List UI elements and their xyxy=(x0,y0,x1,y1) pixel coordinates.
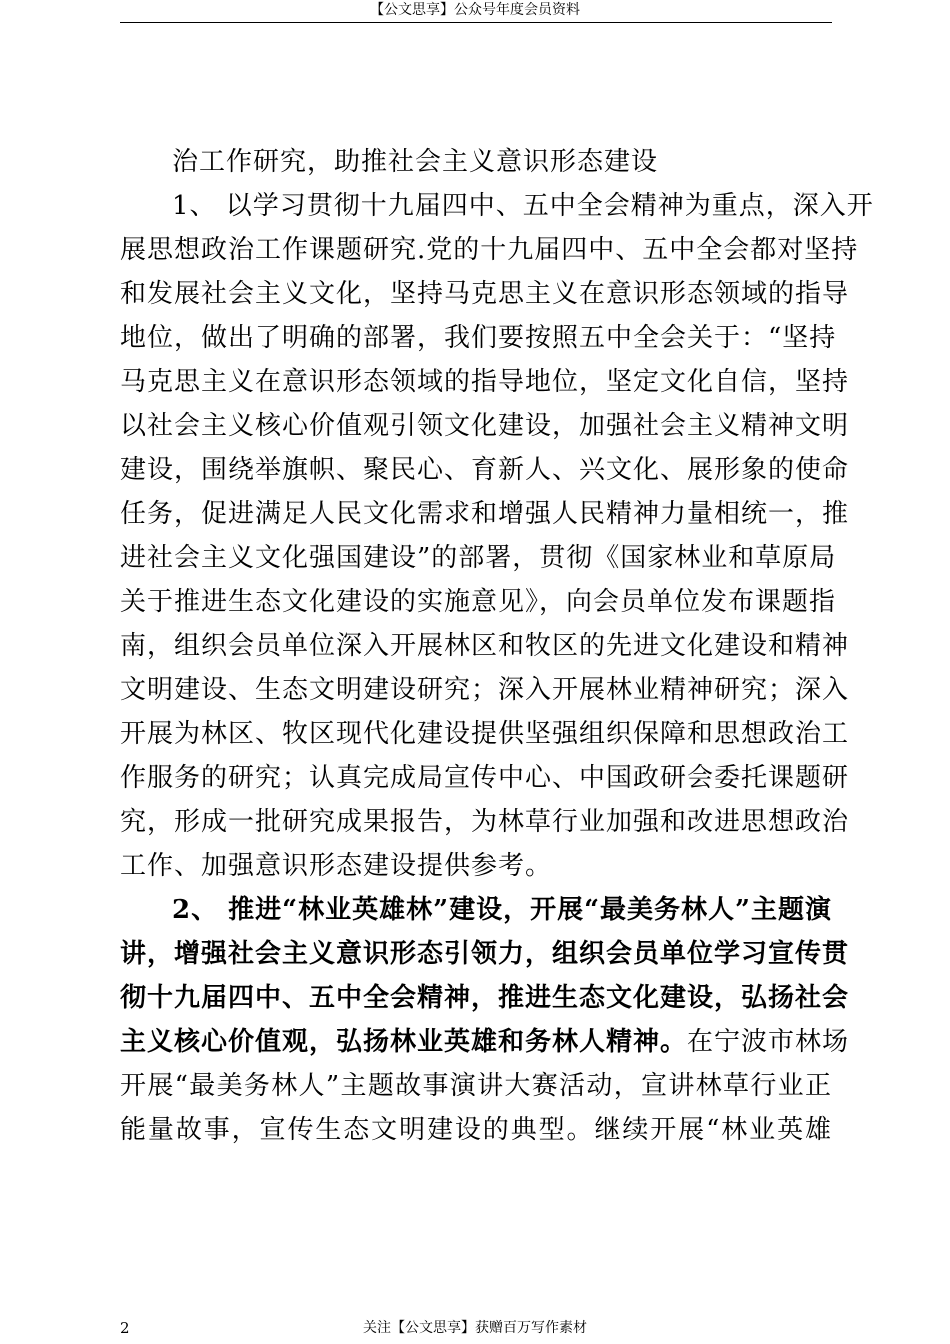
body-line: 开展为林区、牧区现代化建设提供坚强组织保障和思想政治工 xyxy=(120,719,850,749)
page-header: 【公文思享】公众号年度会员资料 xyxy=(370,2,580,18)
body-line: 关于推进生态文化建设的实施意见》，向会员单位发布课题指 xyxy=(120,587,837,617)
body-line: 地位，做出了明确的部署，我们要按照五中全会关于：“坚持 xyxy=(120,323,837,353)
body-line-bold: 讲，增强社会主义意识形态引领力，组织会员单位学习宣传贯 xyxy=(120,939,850,969)
body-line: 作服务的研究；认真完成局宣传中心、中国政研会委托课题研 xyxy=(120,763,850,793)
body-line: 建设，围绕举旗帜、聚民心、育新人、兴文化、展形象的使命 xyxy=(120,455,850,485)
body-line: 1、 以学习贯彻十九届四中、五中全会精神为重点，深入开 xyxy=(172,191,874,221)
normal-run: 在宁波市林场 xyxy=(687,1027,850,1057)
body-line-bold: 2、 推进“林业英雄林”建设，开展“最美务林人”主题演 xyxy=(172,895,832,925)
body-line: 以社会主义核心价值观引领文化建设，加强社会主义精神文明 xyxy=(120,411,850,441)
body-line: 进社会主义文化强国建设”的部署，贯彻《国家林业和草原局 xyxy=(120,543,837,573)
document-body xyxy=(120,140,874,1152)
body-line-bold: 彻十九届四中、五中全会精神，推进生态文化建设，弘扬社会 xyxy=(120,983,850,1013)
body-line: 任务，促进满足人民文化需求和增强人民精神力量相统一，推 xyxy=(120,499,850,529)
body-line: 马克思主义在意识形态领域的指导地位，坚定文化自信，坚持 xyxy=(120,367,850,397)
body-line: 工作、加强意识形态建设提供参考。 xyxy=(120,851,553,881)
body-line: 南，组织会员单位深入开展林区和牧区的先进文化建设和精神 xyxy=(120,631,850,661)
bold-run: 主义核心价值观，弘扬林业英雄和务林人精神。 xyxy=(120,1027,688,1057)
body-line: 究，形成一批研究成果报告，为林草行业加强和改进思想政治 xyxy=(120,807,850,837)
body-line: 和发展社会主义文化，坚持马克思主义在意识形态领域的指导 xyxy=(120,279,850,309)
body-line: 开展“最美务林人”主题故事演讲大赛活动，宣讲林草行业正 xyxy=(120,1071,832,1101)
page-footer: 关注【公文思享】获赠百万写作素材 xyxy=(363,1320,587,1336)
header-rule xyxy=(120,22,832,23)
body-line-mixed xyxy=(120,1020,850,1064)
body-line: 治工作研究，助推社会主义意识形态建设 xyxy=(172,147,659,177)
body-line: 展思想政治工作课题研究.党的十九届四中、五中全会都对坚持 xyxy=(120,235,859,265)
body-line: 文明建设、生态文明建设研究；深入开展林业精神研究；深入 xyxy=(120,675,850,705)
body-line: 能量故事，宣传生态文明建设的典型。继续开展“林业英雄 xyxy=(120,1115,832,1145)
page-number: 2 xyxy=(120,1319,130,1337)
